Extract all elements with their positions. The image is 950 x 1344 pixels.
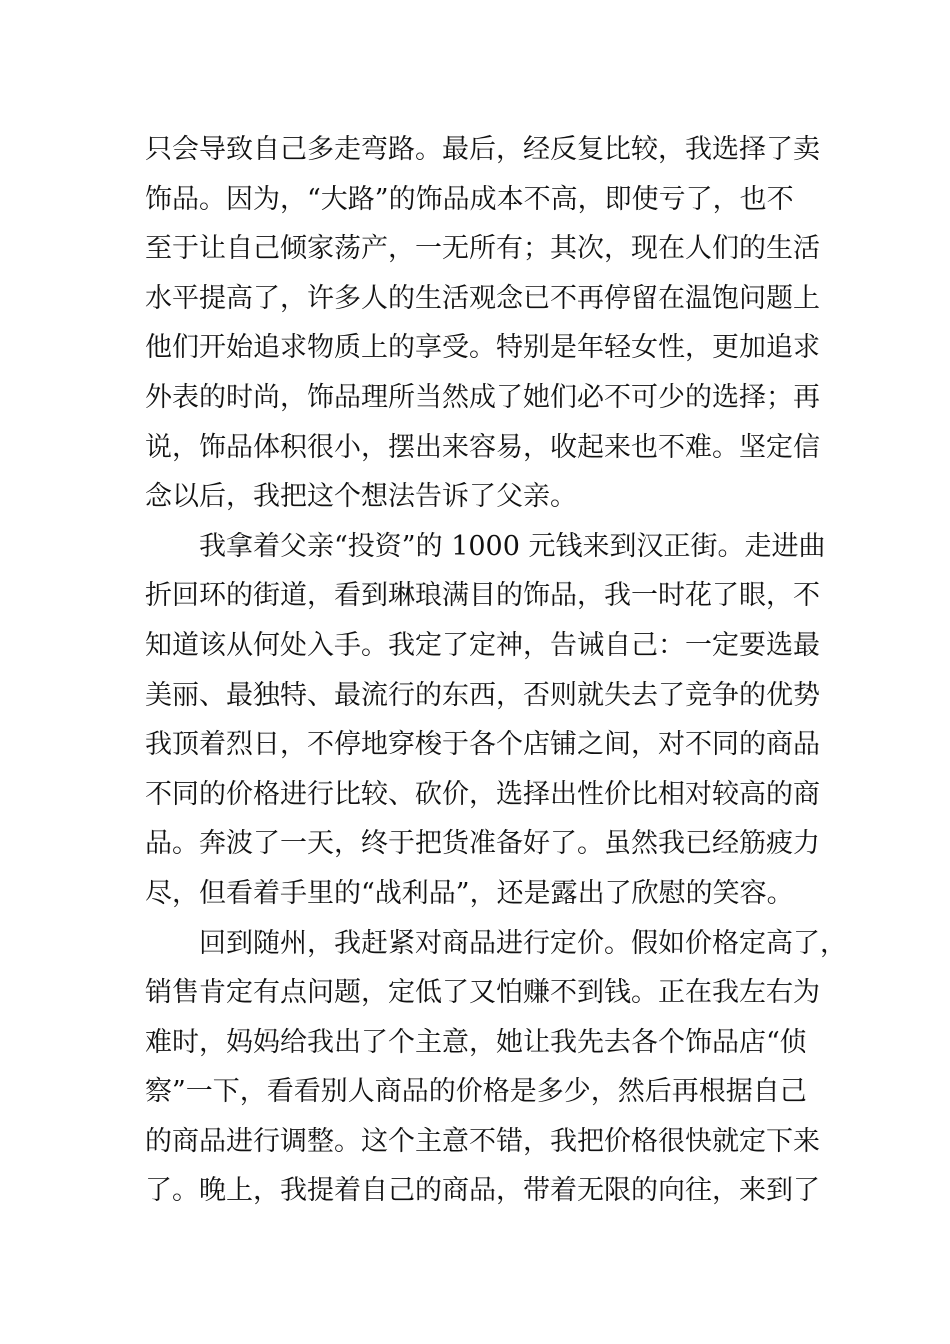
body-text xyxy=(145,125,847,1216)
text-line: 销售肯定有点问题，定低了又怕赚不到钱。正在我左右为 xyxy=(145,977,820,1009)
text-line: 说，饰品体积很小，摆出来容易，收起来也不难。坚定信 xyxy=(145,431,820,463)
text-line: 水平提高了，许多人的生活观念已不再停留在温饱问题上 xyxy=(145,282,820,314)
text-line: 的商品进行调整。这个主意不错，我把价格很快就定下来 xyxy=(145,1125,820,1157)
text-line: 难时，妈妈给我出了个主意，她让我先去各个饰品店“侦 xyxy=(145,1026,807,1058)
text-line: 折回环的街道，看到琳琅满目的饰品，我一时花了眼，不 xyxy=(145,580,820,612)
text-line: 外表的时尚，饰品理所当然成了她们必不可少的选择；再 xyxy=(145,381,820,413)
text-line: 饰品。因为，“大路”的饰品成本不高，即使亏了，也不 xyxy=(145,183,794,215)
text-line: 他们开始追求物质上的享受。特别是年轻女性，更加追求 xyxy=(145,332,820,364)
text-line: 知道该从何处入手。我定了定神，告诫自己：一定要选最 xyxy=(145,629,820,661)
text-line: 不同的价格进行比较、砍价，选择出性价比相对较高的商 xyxy=(145,778,820,810)
text-line: 我顶着烈日，不停地穿梭于各个店铺之间，对不同的商品 xyxy=(145,729,820,761)
text-line: 察”一下，看看别人商品的价格是多少，然后再根据自己 xyxy=(145,1076,807,1108)
text-line: 品。奔波了一天，终于把货准备好了。虽然我已经筋疲力 xyxy=(145,828,820,860)
text-line: 只会导致自己多走弯路。最后，经反复比较，我选择了卖 xyxy=(145,134,820,165)
text-line: 尽，但看着手里的“战利品”，还是露出了欣慰的笑容。 xyxy=(145,877,794,909)
paragraph-start-line: 我拿着父亲“投资”的 1000 元钱来到汉正街。走进曲 xyxy=(199,530,826,562)
text-line: 念以后，我把这个想法告诉了父亲。 xyxy=(145,481,577,513)
text-line: 美丽、最独特、最流行的东西，否则就失去了竞争的优势 xyxy=(145,679,820,711)
paragraph-start-line: 回到随州，我赶紧对商品进行定价。假如价格定高了， xyxy=(199,927,847,959)
text-line: 了。晚上，我提着自己的商品，带着无限的向往，来到了 xyxy=(145,1175,820,1207)
text-line: 至于让自己倾家荡产，一无所有；其次，现在人们的生活 xyxy=(145,233,820,265)
